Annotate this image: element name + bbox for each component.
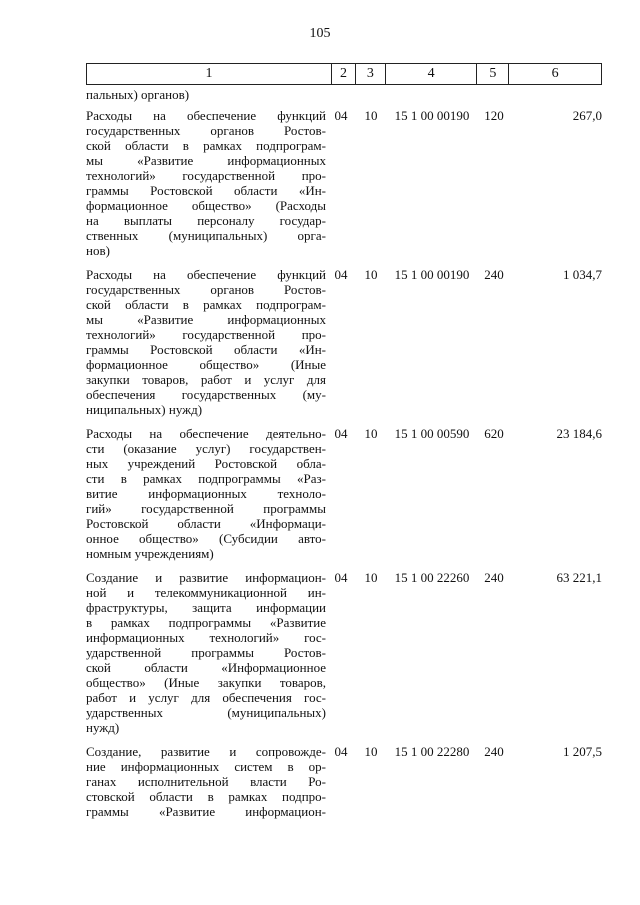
description-line: на выплаты персоналу государ- [86, 213, 326, 228]
description-line: нужд) [86, 720, 120, 735]
description-line: гий» государственной программы [86, 501, 326, 516]
description-line: в рамках подпрограммы «Развитие [86, 615, 326, 630]
description-line: общество» (Иные закупки товаров, [86, 675, 326, 690]
subsection-code: 10 [364, 267, 378, 282]
description-line: Создание и развитие информацион- [86, 570, 326, 585]
header-col-6: 6 [551, 66, 559, 81]
table-header [86, 63, 602, 85]
description-line: ной и телекоммуникационной ин- [86, 585, 326, 600]
description-line: ние информационных систем в ор- [86, 759, 326, 774]
expense-type-code: 620 [484, 426, 504, 441]
description-line: Расходы на обеспечение функций [86, 267, 326, 282]
description-line: ственных (муниципальных) орга- [86, 228, 326, 243]
row-description [86, 744, 326, 819]
table-row [86, 108, 602, 258]
table-row [86, 426, 602, 561]
description-line: государственных органов Ростов- [86, 282, 326, 297]
target-article-code: 15 1 00 22280 [394, 744, 470, 759]
row-description [86, 108, 326, 258]
description-line: витие информационных техноло- [86, 486, 326, 501]
description-line: ганах исполнительной власти Ро- [86, 774, 326, 789]
description-line: мы «Развитие информационных [86, 312, 326, 327]
description-line: мы «Развитие информационных [86, 153, 326, 168]
expense-type-code: 120 [484, 108, 504, 123]
target-article-code: 15 1 00 00190 [394, 267, 470, 282]
table-row [86, 267, 602, 417]
description-line: граммы «Развитие информацион- [86, 804, 326, 819]
description-line: государственных органов Ростов- [86, 123, 326, 138]
expense-type-code: 240 [484, 267, 504, 282]
amount: 1 207,5 [563, 744, 602, 759]
table-row [86, 570, 602, 735]
subsection-code: 10 [364, 108, 378, 123]
target-article-code: 15 1 00 00190 [394, 108, 470, 123]
target-article-code: 15 1 00 22260 [394, 570, 470, 585]
section-code: 04 [334, 744, 348, 759]
description-line: онное общество» (Субсидии авто- [86, 531, 326, 546]
page-number: 105 [309, 26, 331, 41]
header-col-4: 4 [386, 64, 478, 84]
description-line: Расходы на обеспечение функций [86, 108, 326, 123]
expense-type-code: 240 [484, 744, 504, 759]
description-line: фраструктуры, защита информации [86, 600, 326, 615]
description-line: граммы Ростовской области «Ин- [86, 342, 326, 357]
description-line: технологий» государственной про- [86, 168, 326, 183]
amount: 267,0 [572, 108, 602, 123]
header-col-3: 3 [356, 64, 386, 84]
table-body [86, 86, 602, 828]
description-line: стовской области в рамках подпро- [86, 789, 326, 804]
description-line: сти в рамках подпрограммы «Раз- [86, 471, 326, 486]
description-line: обеспечения государственных (му- [86, 387, 326, 402]
section-code: 04 [334, 108, 348, 123]
table-row [86, 744, 602, 819]
description-line: граммы Ростовской области «Ин- [86, 183, 326, 198]
amount: 1 034,7 [563, 267, 602, 282]
continuation-text: пальных) органов) [86, 87, 190, 102]
description-line: ской области в рамках подпрограм- [86, 138, 326, 153]
description-line: ударственной программы Ростов- [86, 645, 326, 660]
description-line: информационных технологий» гос- [86, 630, 326, 645]
description-line: закупки товаров, работ и услуг для [86, 372, 326, 387]
description-line: ударственных (муниципальных) [86, 705, 326, 720]
description-line: ниципальных) нужд) [86, 402, 203, 417]
description-line: Создание, развитие и сопровожде- [86, 744, 326, 759]
description-line: формационное общество» (Расходы [86, 198, 326, 213]
amount: 23 184,6 [556, 426, 602, 441]
amount: 63 221,1 [556, 570, 602, 585]
row-description [86, 267, 326, 417]
header-col-1: 1 [87, 64, 332, 84]
subsection-code: 10 [364, 570, 378, 585]
expense-type-code: 240 [484, 570, 504, 585]
section-code: 04 [334, 426, 348, 441]
header-col-2: 2 [332, 64, 356, 84]
description-line: ных учреждений Ростовской обла- [86, 456, 326, 471]
subsection-code: 10 [364, 744, 378, 759]
target-article-code: 15 1 00 00590 [394, 426, 470, 441]
description-line: Ростовской области «Информаци- [86, 516, 326, 531]
table-rows [86, 108, 602, 819]
row-description [86, 570, 326, 735]
description-line: работ и услуг для обеспечения гос- [86, 690, 326, 705]
description-line: ской области в рамках подпрограм- [86, 297, 326, 312]
description-line: сти (оказание услуг) государствен- [86, 441, 326, 456]
description-line: Расходы на обеспечение деятельно- [86, 426, 326, 441]
row-description [86, 426, 326, 561]
section-code: 04 [334, 267, 348, 282]
section-code: 04 [334, 570, 348, 585]
description-line: ской области «Информационное [86, 660, 326, 675]
subsection-code: 10 [364, 426, 378, 441]
description-line: нов) [86, 243, 110, 258]
description-line: технологий» государственной про- [86, 327, 326, 342]
header-col-5: 5 [477, 64, 509, 84]
description-line: номным учреждениям) [86, 546, 214, 561]
description-line: формационное общество» (Иные [86, 357, 326, 372]
